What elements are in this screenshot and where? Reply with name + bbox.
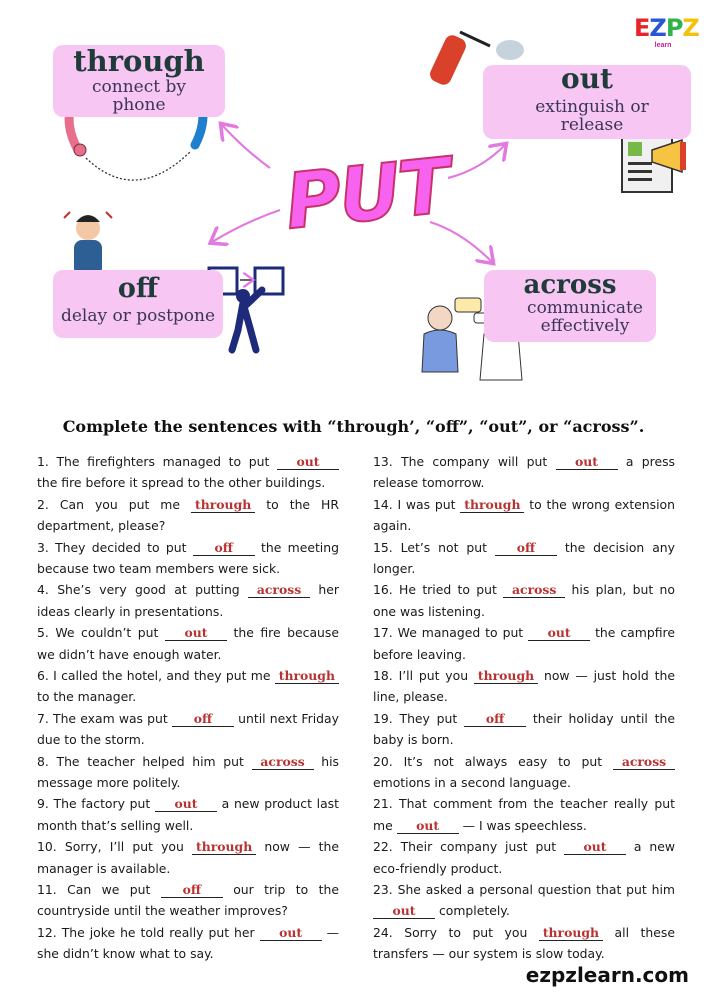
question-text-after: the meeting because two team members were sick. xyxy=(37,539,339,576)
card-word: through xyxy=(73,44,205,78)
question-number: 24. xyxy=(373,924,393,940)
question-number: 3. xyxy=(37,539,49,555)
question-item xyxy=(373,793,675,836)
answer-blank[interactable]: across xyxy=(252,755,314,770)
question-text-after: to the manager. xyxy=(37,689,137,705)
question-number: 15. xyxy=(373,539,393,555)
question-item xyxy=(37,922,339,965)
answer-blank[interactable]: out xyxy=(528,626,590,641)
question-item xyxy=(373,665,675,708)
question-text-after: to the HR department, please? xyxy=(37,496,339,534)
answer-blank[interactable]: out xyxy=(260,926,322,941)
question-number: 7. xyxy=(37,710,49,726)
card-meaning: connect by phone xyxy=(92,77,186,115)
question-text-after: now — the manager is available. xyxy=(37,839,339,876)
footer-site: ezpzlearn.com xyxy=(525,963,689,987)
question-item xyxy=(373,922,675,965)
question-item xyxy=(37,708,339,751)
question-item xyxy=(37,494,339,537)
question-text-before: Can you put me xyxy=(59,496,181,512)
card-off xyxy=(53,270,223,338)
question-number: 2. xyxy=(37,496,49,512)
question-text-before: The firefighters managed to put xyxy=(56,454,270,469)
card-word: out xyxy=(561,62,613,95)
question-text-before: The factory put xyxy=(53,796,151,812)
answer-blank[interactable]: across xyxy=(248,583,310,598)
question-text-after: — she didn’t know what to say. xyxy=(37,924,339,962)
card-meaning: delay or postpone xyxy=(60,306,216,326)
question-text-before: She asked a personal question that put him xyxy=(397,881,675,897)
answer-blank[interactable]: across xyxy=(613,755,675,770)
question-text-before: Sorry, I’ll put you xyxy=(64,839,184,855)
answer-blank[interactable]: off xyxy=(495,541,557,556)
question-number: 19. xyxy=(373,710,393,726)
question-text-after: to the wrong extension again. xyxy=(373,496,675,534)
question-number: 14. xyxy=(373,496,393,512)
question-text-before: She’s very good at putting xyxy=(57,582,240,598)
question-text-before: I was put xyxy=(397,496,456,512)
question-number: 20. xyxy=(373,753,393,769)
question-item xyxy=(373,879,675,922)
answer-blank[interactable]: off xyxy=(193,541,255,556)
card-meaning: communicate effectively xyxy=(527,298,643,336)
card-out xyxy=(483,62,691,139)
exercise-instruction: Complete the sentences with “through’, “off”, “out”, or “across”. xyxy=(62,417,645,436)
question-number: 4. xyxy=(37,582,49,598)
question-text-after: his message more politely. xyxy=(37,753,339,790)
answer-blank[interactable]: through xyxy=(191,498,255,513)
question-text-before: The joke he told really put her xyxy=(61,924,255,940)
question-text-after: completely. xyxy=(438,903,510,919)
question-text-before: I’ll put you xyxy=(398,667,469,683)
answer-blank[interactable]: off xyxy=(161,883,223,898)
question-text-after: his plan, but no one was listening. xyxy=(373,582,675,619)
question-text-after: a press release tomorrow. xyxy=(373,454,675,491)
answer-blank[interactable]: off xyxy=(464,712,526,727)
question-number: 21. xyxy=(373,796,393,812)
question-text-after: their holiday until the baby is born. xyxy=(373,710,675,748)
question-text-after: emotions in a second language. xyxy=(373,774,571,790)
answer-blank[interactable]: through xyxy=(539,926,603,941)
ezpz-logo xyxy=(634,14,699,56)
questions-left-column xyxy=(37,451,339,965)
question-text-after: until next Friday due to the storm. xyxy=(37,710,339,748)
logo-subtitle: learn xyxy=(654,42,672,49)
question-text-after: a new eco-friendly product. xyxy=(373,839,675,876)
question-text-after: — I was speechless. xyxy=(462,817,587,833)
answer-blank[interactable]: out xyxy=(397,819,459,834)
question-text-before: We managed to put xyxy=(397,625,524,641)
question-item xyxy=(373,708,675,751)
question-text-after: a new product last month that’s selling well. xyxy=(37,796,339,833)
question-text-before: That comment from the teacher really put me xyxy=(373,796,675,833)
question-number: 13. xyxy=(373,454,393,469)
question-number: 12. xyxy=(37,924,57,940)
question-text-after: the decision any longer. xyxy=(373,539,675,576)
question-text-before: I called the hotel, and they put me xyxy=(53,667,271,683)
question-number: 11. xyxy=(37,881,57,897)
question-text-before: It’s not always easy to put xyxy=(403,753,603,769)
question-item xyxy=(37,793,339,836)
questions-right-column xyxy=(373,451,675,965)
question-text-before: Can we put xyxy=(67,881,151,897)
question-item xyxy=(37,751,339,794)
answer-blank[interactable]: off xyxy=(172,712,234,727)
logo-letter: E xyxy=(634,14,650,42)
question-number: 5. xyxy=(37,625,49,641)
answer-blank[interactable]: out xyxy=(373,904,435,919)
question-item xyxy=(373,579,675,622)
question-item xyxy=(37,665,339,708)
logo-letter: P xyxy=(665,14,683,42)
question-item xyxy=(37,451,339,494)
question-item xyxy=(373,751,675,794)
question-item xyxy=(373,622,675,665)
arrow-to-off xyxy=(212,210,280,242)
answer-blank[interactable]: through xyxy=(474,669,538,684)
question-number: 6. xyxy=(37,667,49,683)
put-title: PUT xyxy=(281,140,453,247)
question-text-before: They decided to put xyxy=(55,539,187,555)
question-item xyxy=(373,451,675,494)
arrow-to-through xyxy=(222,125,270,168)
question-number: 23. xyxy=(373,881,393,897)
question-number: 10. xyxy=(37,839,57,855)
question-text-after: our trip to the countryside until the weather improves? xyxy=(37,881,339,919)
question-text-after: the fire because we didn’t have enough water. xyxy=(37,625,339,662)
question-item xyxy=(37,579,339,622)
question-number: 1. xyxy=(37,454,49,469)
question-text-after: the campfire before leaving. xyxy=(373,625,675,662)
question-number: 22. xyxy=(373,839,393,855)
question-text-after: the fire before it spread to the other buildings. xyxy=(37,475,326,491)
question-text-after: now — just hold the line, please. xyxy=(373,667,675,705)
card-word: across xyxy=(523,270,617,300)
question-text-after: all these transfers — our system is slow today. xyxy=(373,924,675,962)
logo-letter: Z xyxy=(649,14,666,42)
question-item xyxy=(373,537,675,580)
question-item xyxy=(373,836,675,879)
question-number: 8. xyxy=(37,753,49,769)
answer-blank[interactable]: out xyxy=(155,797,217,812)
question-item xyxy=(37,622,339,665)
answer-blank[interactable]: through xyxy=(460,498,524,513)
card-through xyxy=(53,45,225,117)
logo-letter: Z xyxy=(682,14,699,42)
answer-blank[interactable]: out xyxy=(556,455,618,470)
put-phrasal-verbs-poster xyxy=(0,0,707,400)
question-text-before: Sorry to put you xyxy=(404,924,528,940)
arrow-to-out xyxy=(448,145,505,178)
answer-blank[interactable]: through xyxy=(192,840,256,855)
question-text-before: Their company just put xyxy=(400,839,557,855)
question-number: 9. xyxy=(37,796,49,812)
question-item xyxy=(37,879,339,922)
question-text-before: The teacher helped him put xyxy=(56,753,244,769)
answer-blank[interactable]: out xyxy=(564,840,626,855)
question-text-before: The exam was put xyxy=(53,710,168,726)
question-text-before: The company will put xyxy=(401,454,548,469)
question-text-before: Let’s not put xyxy=(400,539,487,555)
answer-blank[interactable]: out xyxy=(165,626,227,641)
question-text-before: They put xyxy=(399,710,458,726)
card-meaning: extinguish or release xyxy=(535,97,649,135)
question-item xyxy=(373,494,675,537)
card-word: off xyxy=(117,273,159,304)
question-number: 18. xyxy=(373,667,393,683)
card-across xyxy=(484,270,656,342)
question-text-before: We couldn’t put xyxy=(55,625,159,641)
answer-blank[interactable]: through xyxy=(275,669,339,684)
answer-blank[interactable]: across xyxy=(503,583,565,598)
question-text-after: her ideas clearly in presentations. xyxy=(37,582,339,619)
question-item xyxy=(37,836,339,879)
question-number: 17. xyxy=(373,625,393,641)
question-text-before: He tried to put xyxy=(399,582,497,598)
question-item xyxy=(37,537,339,580)
question-number: 16. xyxy=(373,582,393,598)
answer-blank[interactable]: out xyxy=(277,455,339,470)
